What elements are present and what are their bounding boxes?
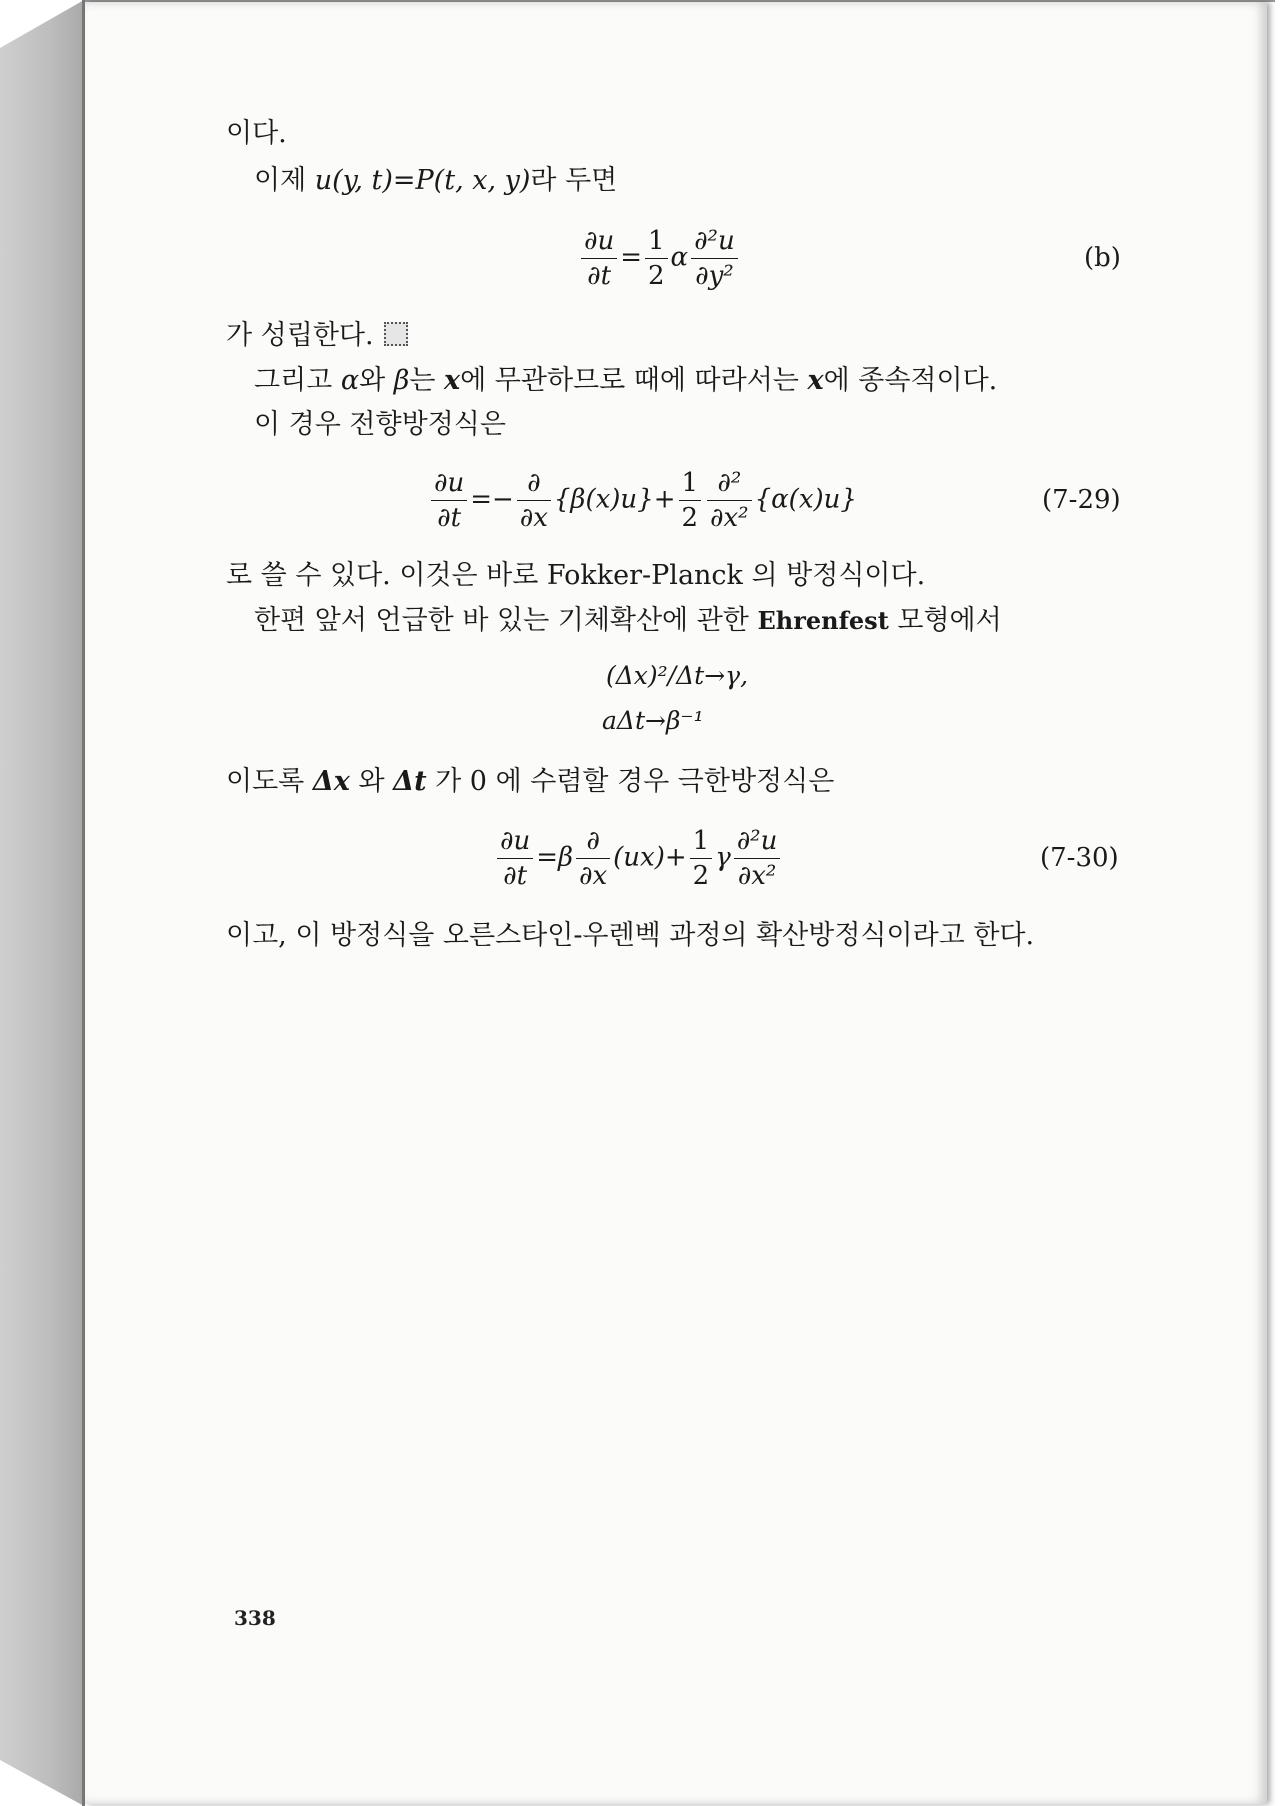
- eq730-lhs-num: ∂u: [497, 826, 533, 859]
- equation-b: $\frac{\partial u}{\partial t}$ = $\frac{1}{2}$ α $\frac{\text{∂²u}}{\text{∂y²}}$: [578, 226, 741, 291]
- eq729-d2: [707, 468, 752, 533]
- eq729-d: [517, 468, 551, 533]
- equation-7-30: [494, 826, 783, 891]
- eq730-eq-beta: =β: [536, 842, 574, 873]
- line4-c: 는: [409, 365, 445, 396]
- text-line-1: 이다.: [226, 118, 287, 149]
- line7-b: 모형에서: [888, 605, 1002, 636]
- eq729-d-den: ∂x: [519, 503, 548, 533]
- eq729-term1: {β(x)u}: [553, 484, 654, 515]
- line7-ehrenfest: Ehrenfest: [757, 606, 889, 635]
- eq-b-lhs: [581, 226, 617, 291]
- eq730-half: [690, 826, 713, 891]
- eq729-lhs: [431, 468, 467, 533]
- line4-a: 그리고: [254, 365, 341, 396]
- eq730-d-den: ∂x: [579, 861, 608, 891]
- book-spine: [0, 0, 84, 1806]
- eq-b-rhs-den: ∂y²: [695, 261, 734, 291]
- eq729-lhs-den: ∂t: [437, 503, 462, 533]
- eq730-lhs: [497, 826, 533, 891]
- line8-dt: Δt: [393, 766, 427, 797]
- eq730-half-den: 2: [692, 861, 710, 891]
- eq-b-half-den: 2: [648, 261, 665, 291]
- line4-b: 와: [359, 365, 394, 396]
- eq-b-lhs-den: ∂t: [587, 261, 612, 291]
- text-line-9: 이고, 이 방정식을 오른스타인-우렌벡 과정의 확산방정식이라고 한다.: [226, 920, 1035, 951]
- line2-suffix: 라 두면: [530, 165, 618, 196]
- line8-dx: Δx: [312, 766, 350, 797]
- eq730-rhs-num: ∂²u: [734, 826, 781, 859]
- eq730-gamma: γ: [715, 842, 731, 873]
- eq729-lhs-num: ∂u: [431, 468, 467, 501]
- text-line-5: 이 경우 전향방정식은: [254, 409, 506, 440]
- eq730-plus: +: [664, 842, 687, 873]
- text-line-2: [254, 167, 617, 194]
- eq-b-rhs-num: ∂²u: [691, 226, 738, 259]
- eq730-half-num: 1: [690, 826, 713, 859]
- eq-b-half: [645, 226, 668, 291]
- equation-7-29: [428, 468, 857, 533]
- eq730-d: [576, 826, 610, 891]
- line4-d: 에 무관하므로 때에 따라서는: [460, 365, 808, 396]
- eq730-d-num: ∂: [576, 826, 610, 859]
- eq730-term1: (ux): [613, 842, 665, 873]
- line2-math: u(y, t)=P(t, x, y): [314, 165, 531, 196]
- page-number: 338: [234, 1606, 276, 1630]
- eq729-half: [679, 468, 702, 533]
- eq729-d2-den: ∂x²: [710, 503, 749, 533]
- eq729-half-num: 1: [679, 468, 702, 501]
- text-line-3: [226, 322, 408, 349]
- line8-c: 가 0 에 수렴할 경우 극한방정식은: [426, 766, 835, 797]
- line8-b: 와: [349, 766, 394, 797]
- text-line-6: 로 쓸 수 있다. 이것은 바로 Fokker-Planck 의 방정식이다.: [226, 560, 926, 591]
- eq729-half-den: 2: [681, 503, 699, 533]
- eq729-term2: {α(x)u}: [754, 484, 857, 515]
- line4-alpha: α: [340, 365, 360, 396]
- text-line-4: [254, 367, 997, 394]
- line3-text: 가 성립한다.: [226, 320, 374, 351]
- line4-x2: x: [807, 365, 824, 396]
- eq730-rhs-den: ∂x²: [737, 861, 777, 891]
- eq-b-rhs: [691, 226, 738, 291]
- line7-a: 한편 앞서 언급한 바 있는 기체확산에 관한: [254, 605, 758, 636]
- eq729-plus: +: [653, 484, 676, 515]
- text-line-7: [254, 607, 1002, 634]
- text-line-8: [226, 768, 834, 795]
- eq729-minus: =−: [470, 484, 514, 515]
- eq729-d-num: ∂: [517, 468, 551, 501]
- eq-b-lhs-num: ∂u: [581, 226, 617, 259]
- equation-b-number: (b): [1084, 243, 1121, 273]
- equation-7-30-number: (7-30): [1040, 843, 1119, 873]
- eq730-lhs-den: ∂t: [503, 861, 528, 891]
- line4-e: 에 종속적이다.: [823, 365, 998, 396]
- line4-beta: β: [393, 365, 410, 396]
- limit-line-1: (Δx)²/Δt→γ,: [606, 661, 749, 690]
- line2-prefix: 이제: [254, 165, 315, 196]
- eq730-rhs: [734, 826, 781, 891]
- equation-7-29-number: (7-29): [1042, 485, 1121, 515]
- eq-b-alpha: α: [670, 242, 689, 273]
- line4-x1: x: [444, 365, 461, 396]
- eq729-d2-num: ∂²: [707, 468, 752, 501]
- qed-box-icon: [384, 322, 408, 346]
- limit-line-2: aΔt→β⁻¹: [602, 706, 704, 735]
- line8-a: 이도록: [226, 766, 313, 797]
- eq-b-half-num: 1: [645, 226, 668, 259]
